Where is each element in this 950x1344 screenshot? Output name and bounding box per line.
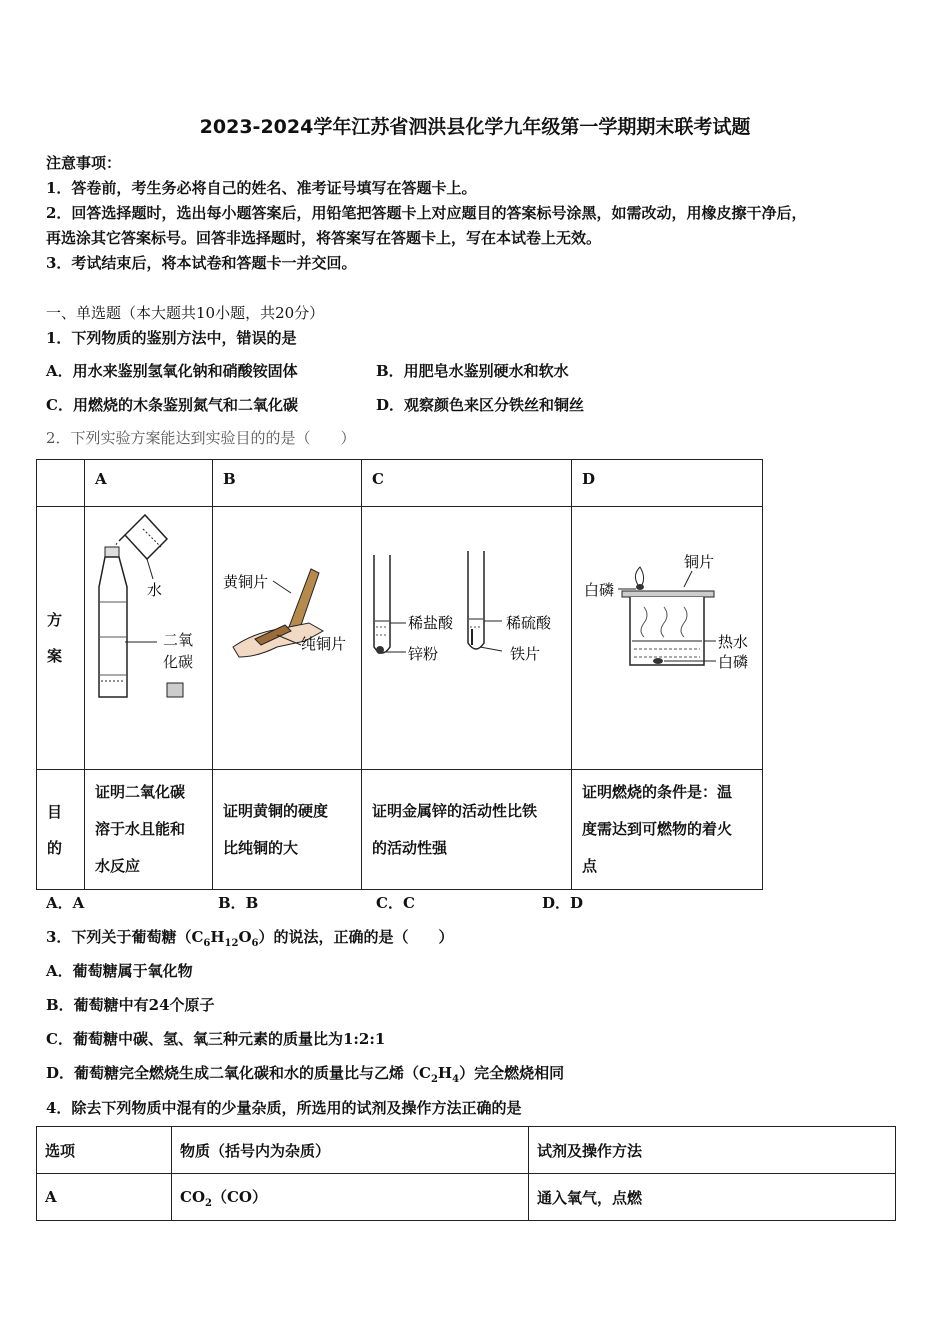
- purpose-b-line1: 证明黄铜的硬度: [223, 801, 329, 820]
- combustion-diagram: [572, 507, 762, 765]
- purpose-a-line2: 溶于水且能和: [95, 820, 186, 838]
- q4-stem: 4．除去下列物质中混有的少量杂质，所选用的试剂及操作方法正确的是: [46, 1099, 522, 1117]
- label-copper-sheet: 铜片: [684, 553, 715, 571]
- label-co2: 二氧化碳: [163, 631, 194, 671]
- q1-option-b: B．用肥皂水鉴别硬水和软水: [376, 362, 569, 380]
- q4-header-option: 选项: [37, 1127, 172, 1174]
- q4-row1-substance: $CO_2(CO)$: [172, 1174, 529, 1221]
- purpose-a-line1: 证明二氧化碳: [95, 783, 186, 801]
- page-title: 2023-2024学年江苏省泗洪县化学九年级第一学期期末联考试题: [199, 116, 751, 138]
- purpose-d-line2: 度需达到可燃物的着火: [582, 820, 733, 838]
- label-white-phosphorus-bottom: 白磷: [718, 653, 749, 671]
- purpose-d-line3: 点: [582, 857, 598, 875]
- q4-header-substance: 物质（括号内为杂质）: [172, 1127, 529, 1174]
- label-hcl: 稀盐酸: [408, 614, 454, 632]
- notice-item-1: 1．答卷前，考生务必将自己的姓名、准考证号填写在答题卡上。: [46, 179, 477, 197]
- q2-stem: 2．下列实验方案能达到实验目的的是（ ）: [46, 429, 356, 447]
- q4-row1-option: A: [37, 1174, 172, 1221]
- label-iron-sheet: 铁片: [510, 645, 541, 663]
- q1-option-c: C．用燃烧的木条鉴别氮气和二氧化碳: [46, 396, 298, 414]
- label-hot-water: 热水: [718, 633, 749, 651]
- notice-item-2b: 再选涂其它答案标号。回答非选择题时，将答案写在答题卡上，写在本试卷上无效。: [46, 229, 602, 247]
- q4-table: [36, 1126, 896, 1221]
- notice-item-3: 3．考试结束后，将本试卷和答题卡一并交回。: [46, 254, 357, 272]
- q2-row-purpose-label: 目的: [47, 802, 63, 857]
- q2-option-b: B．B: [218, 894, 259, 912]
- q3-option-c: C．葡萄糖中碳、氢、氧三种元素的质量比为1:2:1: [46, 1030, 386, 1048]
- label-brass: 黄铜片: [223, 573, 269, 591]
- q2-header-b: B: [223, 470, 236, 488]
- q3-stem: 3．下列关于葡萄糖$(C_6H_{12}O_6)$的说法，正确的是（ ）: [46, 928, 454, 949]
- q2-option-a: A．A: [46, 894, 85, 912]
- notice-item-2a: 2．回答选择题时，选出每小题答案后，用铅笔把答题卡上对应题目的答案标号涂黑，如需改动，用橡皮擦干净后，: [46, 204, 807, 222]
- label-water: 水: [147, 581, 163, 599]
- purpose-b-line2: 比纯铜的大: [223, 838, 299, 857]
- purpose-c-line1: 证明金属锌的活动性比铁: [372, 801, 538, 820]
- label-white-phosphorus-top: 白磷: [584, 581, 615, 599]
- scratch-diagram: [213, 507, 361, 765]
- q3-option-d: D．葡萄糖完全燃烧生成二氧化碳和水的质量比与乙烯$(C_2H_4)$完全燃烧相同: [46, 1064, 565, 1085]
- q2-row-plan-label: 方案: [47, 611, 63, 665]
- q2-table: [36, 459, 763, 890]
- q3-option-b: B．葡萄糖中有24个原子: [46, 996, 215, 1014]
- q2-option-c: C．C: [376, 894, 415, 912]
- q3-option-a: A．葡萄糖属于氧化物: [46, 962, 193, 980]
- label-pure-copper: 纯铜片: [301, 635, 347, 653]
- purpose-d-line1: 证明燃烧的条件是：温: [582, 783, 733, 801]
- q2-header-a: A: [95, 470, 107, 488]
- label-zinc-powder: 锌粉: [408, 645, 439, 663]
- q2-header-c: C: [372, 470, 384, 488]
- notice-heading: 注意事项：: [46, 154, 122, 172]
- section-heading: 一、单选题（本大题共10小题，共20分）: [46, 304, 325, 322]
- q1-stem: 1．下列物质的鉴别方法中，错误的是: [46, 329, 297, 347]
- q2-option-d: D．D: [542, 894, 584, 912]
- purpose-a-line3: 水反应: [95, 857, 141, 875]
- q4-header-method: 试剂及操作方法: [529, 1127, 896, 1174]
- purpose-c-line2: 的活动性强: [372, 838, 448, 857]
- q1-option-d: D．观察颜色来区分铁丝和铜丝: [376, 396, 585, 414]
- test-tubes-diagram: [362, 507, 571, 765]
- q1-option-a: A．用水来鉴别氢氧化钠和硝酸铵固体: [46, 362, 298, 380]
- label-h2so4: 稀硫酸: [506, 614, 552, 632]
- q4-row1-method: 通入氧气，点燃: [529, 1174, 896, 1221]
- q2-header-d: D: [582, 470, 596, 488]
